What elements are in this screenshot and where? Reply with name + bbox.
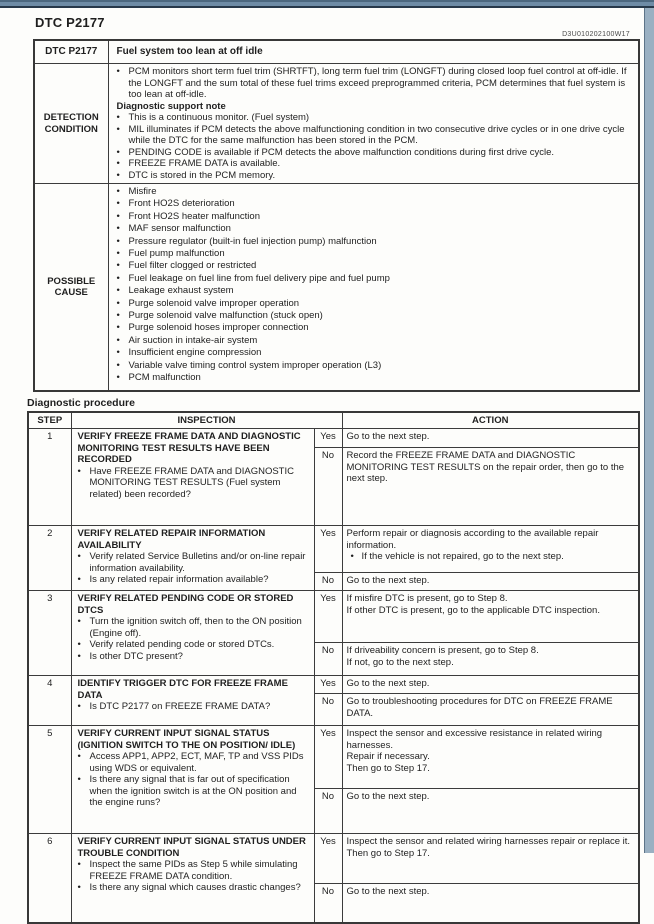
list-item: [117, 186, 633, 198]
bullet-icon: •: [116, 248, 120, 260]
bullet-icon: •: [116, 123, 120, 135]
action-cell: [342, 676, 639, 694]
bullet-icon: •: [116, 334, 120, 346]
inspection-bullet: Is any related repair information available?: [89, 574, 269, 585]
action-cell: [342, 789, 639, 834]
cause-bullet: Fuel filter clogged or restricted: [128, 260, 257, 272]
list-item: [117, 335, 633, 347]
action-sub-bullet: If the vehicle is not repaired, go to the next step.: [361, 551, 564, 562]
cause-bullet: Purge solenoid valve improper operation: [128, 297, 300, 309]
table-row: [28, 834, 639, 884]
bullet-icon: •: [77, 574, 81, 585]
table-row: [34, 64, 639, 184]
inspection-bullet: Access APP1, APP2, ECT, MAF, TP and VSS PIDs using WDS or equivalent.: [89, 751, 304, 774]
action-text: Go to the next step.: [346, 678, 430, 689]
list-item: [117, 158, 633, 170]
action-text: Inspect the sensor and related wiring harnesses repair or replace it.: [346, 836, 631, 847]
list-item: [117, 112, 633, 124]
action-text: Go to the next step.: [346, 575, 430, 586]
action-text: Perform repair or diagnosis according to the available repair information.: [346, 528, 599, 551]
verdict-yes: Yes: [314, 591, 342, 643]
inspection-bullet: Is DTC P2177 on FREEZE FRAME DATA?: [89, 701, 271, 712]
page-title: DTC P2177: [35, 15, 105, 30]
list-item: [78, 551, 310, 574]
list-item: [78, 859, 310, 882]
list-item: [117, 285, 633, 297]
action-cell: [342, 573, 639, 591]
step-number: 4: [28, 676, 71, 726]
list-item: [117, 347, 633, 359]
action-text: Inspect the sensor and excessive resistance in related wiring harnesses.: [346, 728, 603, 751]
verdict-no: No: [314, 789, 342, 834]
bullet-icon: •: [116, 359, 120, 371]
col-step: STEP: [28, 412, 71, 429]
list-item: [351, 551, 635, 563]
cause-bullet: Front HO2S deterioration: [128, 198, 235, 210]
bullet-icon: •: [116, 146, 120, 158]
inspection-bullet: Verify related Service Bulletins and/or on-line repair information availability.: [89, 551, 306, 574]
verdict-no: No: [314, 448, 342, 526]
bullet-icon: •: [116, 210, 120, 222]
detection-bullet: PENDING CODE is available if PCM detects the above malfunction conditions during first drive cycle.: [128, 146, 555, 158]
list-item: [78, 651, 310, 663]
action-cell: [342, 429, 639, 448]
action-text: Go to the next step.: [346, 886, 430, 897]
bullet-icon: •: [77, 551, 81, 562]
action-text: If other DTC is present, go to the applicable DTC inspection.: [346, 604, 600, 616]
list-item: [117, 298, 633, 310]
action-cell: [342, 643, 639, 676]
step-number: 6: [28, 834, 71, 924]
verdict-yes: Yes: [314, 676, 342, 694]
verdict-no: No: [314, 643, 342, 676]
step-number: 2: [28, 526, 71, 591]
bullet-icon: •: [116, 235, 120, 247]
table-row: [34, 40, 639, 64]
detection-condition-cell: [108, 64, 639, 184]
cause-bullet: Variable valve timing control system improper operation (L3): [128, 359, 382, 371]
list-item: [117, 66, 633, 101]
list-item: [117, 223, 633, 235]
dtc-code-cell: DTC P2177: [34, 40, 108, 64]
inspection-bullet: Inspect the same PIDs as Step 5 while simulating FREEZE FRAME DATA condition.: [89, 859, 298, 882]
bullet-icon: •: [116, 158, 120, 169]
bullet-icon: •: [116, 297, 120, 309]
verdict-yes: Yes: [314, 429, 342, 448]
list-item: [117, 236, 633, 248]
diagnostic-support-note-heading: Diagnostic support note: [116, 100, 226, 112]
cause-bullet: Pressure regulator (built-in fuel injection pump) malfunction: [128, 235, 377, 247]
procedure-table: [27, 411, 640, 924]
bullet-icon: •: [116, 310, 120, 322]
list-item: [78, 639, 310, 651]
bullet-icon: •: [116, 372, 120, 384]
inspection-bullet: Is there any signal which causes drastic changes?: [89, 882, 301, 893]
step-number: 1: [28, 429, 71, 526]
list-item: [78, 466, 310, 501]
possible-cause-cell: [108, 184, 639, 392]
list-item: [78, 774, 310, 809]
action-text: Go to the next step.: [346, 431, 430, 442]
step-title: VERIFY FREEZE FRAME DATA AND DIAGNOSTIC MONITORING TEST RESULTS HAVE BEEN RECORDED: [77, 431, 301, 465]
bullet-icon: •: [116, 198, 120, 210]
possible-cause-label: POSSIBLE CAUSE: [34, 184, 108, 392]
procedure-heading: Diagnostic procedure: [27, 397, 135, 409]
verdict-no: No: [314, 694, 342, 726]
list-item: [78, 574, 310, 586]
table-row: [28, 676, 639, 694]
bullet-icon: •: [116, 223, 120, 235]
verdict-yes: Yes: [314, 526, 342, 573]
action-text: Then go to Step 17.: [346, 847, 430, 859]
detection-intro: PCM monitors short term fuel trim (SHRTFT), long term fuel trim (LONGFT) during closed loop fuel control at off-idle. If the LONGFT and the sum total of these fuel trims exceed preprogrammed criteria, PCM determines that fuel system is too lean at off-idle.: [128, 66, 627, 100]
list-item: [117, 322, 633, 334]
action-text: If misfire DTC is present, go to Step 8.: [346, 593, 508, 604]
action-text: If driveability concern is present, go to Step 8.: [346, 645, 539, 656]
action-cell: [342, 884, 639, 924]
inspection-cell: [71, 526, 314, 591]
bullet-icon: •: [116, 285, 120, 297]
dtc-description: Fuel system too lean at off idle: [108, 40, 639, 64]
list-item: [117, 248, 633, 260]
action-text: Record the FREEZE FRAME DATA and DIAGNOSTIC MONITORING TEST RESULTS on the repair order, then go to the next step.: [346, 450, 625, 484]
bullet-icon: •: [116, 66, 120, 77]
table-row: [34, 184, 639, 392]
inspection-cell: [71, 834, 314, 924]
inspection-cell: [71, 429, 314, 526]
bullet-icon: •: [77, 701, 81, 712]
bullet-icon: •: [77, 751, 81, 762]
bullet-icon: •: [77, 650, 81, 662]
cause-bullet: Fuel leakage on fuel line from fuel delivery pipe and fuel pump: [128, 272, 390, 284]
detection-condition-label: DETECTION CONDITION: [34, 64, 108, 184]
window-top-bar: [0, 0, 654, 8]
list-item: [117, 372, 633, 384]
table-header-row: [28, 412, 639, 429]
table-row: [28, 526, 639, 573]
verdict-yes: Yes: [314, 726, 342, 789]
cause-bullet: Leakage exhaust system: [128, 285, 234, 297]
cause-bullet: Fuel pump malfunction: [128, 248, 225, 260]
step-title: VERIFY CURRENT INPUT SIGNAL STATUS (IGNITION SWITCH TO THE ON POSITION/ IDLE): [77, 728, 296, 751]
list-item: [117, 360, 633, 372]
cause-bullet: MAF sensor malfunction: [128, 223, 231, 235]
list-item: [78, 616, 310, 639]
action-cell: [342, 694, 639, 726]
list-item: [78, 751, 310, 774]
action-text: Repair if necessary.: [346, 751, 430, 762]
bullet-icon: •: [77, 616, 81, 627]
table-row: [28, 591, 639, 643]
window-edge-bar: [644, 8, 654, 853]
bullet-icon: •: [77, 465, 81, 477]
table-row: [28, 429, 639, 448]
action-cell: [342, 834, 639, 884]
verdict-no: No: [314, 884, 342, 924]
list-item: [117, 170, 633, 182]
bullet-icon: •: [350, 551, 354, 562]
list-item: [78, 701, 310, 713]
detection-bullet: MIL illuminates if PCM detects the above malfunctioning condition in two consecutive drive cycles or in one drive cycle while the DTC for the same malfunction has been stored in the PCM.: [128, 123, 625, 146]
cause-bullet: Purge solenoid valve malfunction (stuck open): [128, 310, 323, 322]
detection-bullet: DTC is stored in the PCM memory.: [128, 169, 276, 181]
page: [0, 10, 644, 924]
action-cell: [342, 448, 639, 526]
bullet-icon: •: [116, 260, 120, 272]
verdict-no: No: [314, 573, 342, 591]
cause-bullet: Air suction in intake-air system: [128, 334, 258, 346]
inspection-bullet: Turn the ignition switch off, then to the ON position (Engine off).: [89, 616, 302, 639]
cause-bullet: Insufficient engine compression: [128, 347, 262, 359]
step-number: 3: [28, 591, 71, 676]
bullet-icon: •: [77, 774, 81, 785]
list-item: [78, 882, 310, 894]
col-action: ACTION: [342, 412, 639, 429]
detection-bullet: FREEZE FRAME DATA is available.: [128, 158, 281, 169]
table-row: [28, 726, 639, 789]
verdict-yes: Yes: [314, 834, 342, 884]
dtc-condition-table: [33, 39, 640, 392]
bullet-icon: •: [77, 882, 81, 893]
list-item: [117, 310, 633, 322]
inspection-bullet: Verify related pending code or stored DTCs.: [89, 639, 275, 650]
list-item: [117, 273, 633, 285]
action-cell: [342, 526, 639, 573]
inspection-cell: [71, 591, 314, 676]
action-text: If not, go to the next step.: [346, 656, 454, 668]
inspection-bullet: Is there any signal that is far out of specification when the ignition switch is at the ON position and the engine runs?: [89, 774, 297, 808]
step-title: VERIFY RELATED PENDING CODE OR STORED DTCS: [77, 593, 294, 616]
bullet-icon: •: [116, 347, 120, 359]
bullet-icon: •: [116, 322, 120, 334]
bullet-icon: •: [116, 272, 120, 284]
bullet-icon: •: [77, 859, 81, 870]
inspection-cell: [71, 676, 314, 726]
detection-bullet: This is a continuous monitor. (Fuel system): [128, 112, 310, 123]
bullet-icon: •: [116, 169, 120, 181]
list-item: [117, 147, 633, 159]
step-number: 5: [28, 726, 71, 834]
action-text: Then go to Step 17.: [346, 762, 430, 774]
cause-bullet: Misfire: [128, 186, 157, 197]
list-item: [117, 211, 633, 223]
step-title: IDENTIFY TRIGGER DTC FOR FREEZE FRAME DATA: [77, 678, 288, 701]
bullet-icon: •: [77, 639, 81, 650]
action-text: Go to troubleshooting procedures for DTC on FREEZE FRAME DATA.: [346, 696, 613, 719]
cause-bullet: Purge solenoid hoses improper connection: [128, 322, 309, 334]
step-title: VERIFY CURRENT INPUT SIGNAL STATUS UNDER TROUBLE CONDITION: [77, 836, 306, 859]
list-item: [117, 124, 633, 147]
bullet-icon: •: [116, 186, 120, 197]
doc-code: D3U010202100W17: [562, 31, 630, 38]
step-title: VERIFY RELATED REPAIR INFORMATION AVAILABILITY: [77, 528, 266, 551]
action-cell: [342, 591, 639, 643]
action-text: Go to the next step.: [346, 791, 430, 802]
bullet-icon: •: [116, 112, 120, 123]
col-inspection: INSPECTION: [71, 412, 342, 429]
inspection-bullet: Have FREEZE FRAME DATA and DIAGNOSTIC MONITORING TEST RESULTS (Fuel system related) been recorded?: [89, 465, 294, 500]
action-cell: [342, 726, 639, 789]
list-item: [117, 198, 633, 210]
list-item: [117, 260, 633, 272]
inspection-cell: [71, 726, 314, 834]
cause-bullet: PCM malfunction: [128, 372, 201, 384]
cause-bullet: Front HO2S heater malfunction: [128, 210, 260, 222]
inspection-bullet: Is other DTC present?: [89, 650, 183, 662]
